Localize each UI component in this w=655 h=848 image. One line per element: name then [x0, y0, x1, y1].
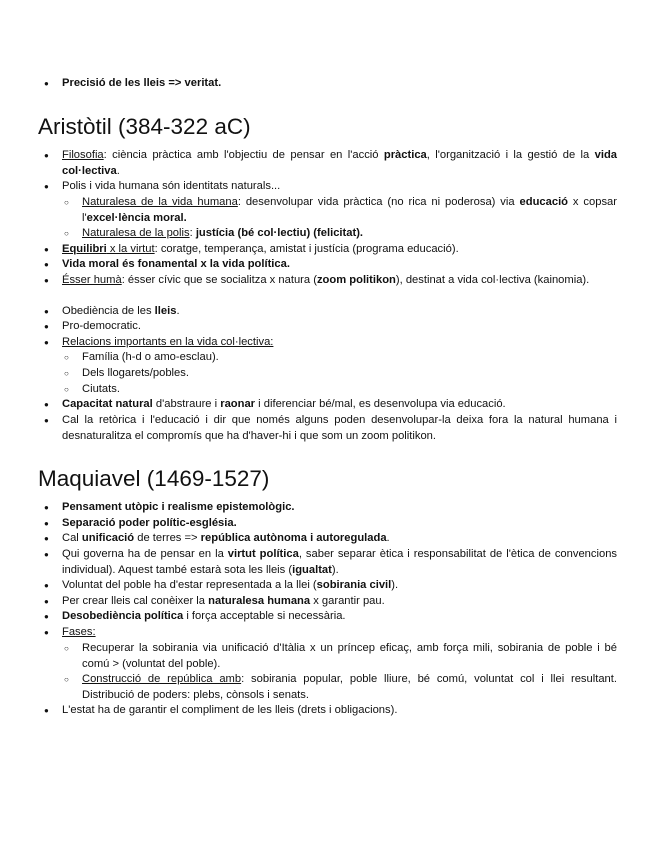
text: Obediència de les	[62, 305, 155, 317]
section-heading-aristotil: Aristòtil (384-322 aC)	[38, 114, 251, 139]
text: Per crear lleis cal conèixer la	[62, 595, 209, 607]
bullet-icon: ●	[44, 416, 49, 425]
underlined-term: Ésser humà	[62, 274, 122, 286]
text: Cal	[62, 532, 82, 544]
text: Voluntat del poble ha d'estar representada a la llei (	[62, 579, 317, 591]
list-item	[44, 397, 617, 413]
bullet-icon: ●	[44, 151, 49, 160]
bold-text: virtut política	[227, 548, 299, 560]
bullet-icon: ●	[44, 581, 49, 590]
circle-bullet-icon: ○	[64, 644, 69, 653]
text: Pro-democratic.	[62, 320, 141, 332]
sub-list-item	[64, 366, 617, 382]
text: Polis i vida humana són identitats naturals...	[62, 180, 281, 192]
bullet-icon: ●	[44, 245, 49, 254]
list-item	[44, 76, 617, 92]
bold-text: unificació	[81, 532, 135, 544]
list-item	[44, 179, 617, 195]
text: , saber separar ètica i responsabilitat de l'ètica de convencions individual). Aquest també estarà sota les lleis (	[62, 548, 618, 576]
text: , l'organització i la gestió de la	[426, 149, 595, 161]
text: .	[386, 532, 390, 544]
bold-text: Vida moral és fonamental x la vida política.	[62, 258, 290, 270]
list-item	[44, 335, 617, 351]
list-item	[44, 319, 617, 335]
bullet-icon: ●	[44, 597, 49, 606]
underlined-term: Filosofia	[62, 149, 104, 161]
bullet-icon: ●	[44, 400, 49, 409]
bold-text: Capacitat natural	[62, 398, 153, 410]
bold-text: Precisió de les lleis => veritat.	[62, 77, 222, 89]
list-item	[44, 703, 617, 719]
sub-list-item	[64, 350, 617, 366]
bold-text: educació	[519, 196, 569, 208]
bold-text: vida col·lectiva	[62, 149, 617, 177]
section-heading-maquiavel: Maquiavel (1469-1527)	[38, 466, 270, 491]
circle-bullet-icon: ○	[64, 229, 69, 238]
circle-bullet-icon: ○	[64, 198, 69, 207]
text: .	[116, 164, 120, 177]
bold-text: zoom politikon	[316, 274, 396, 286]
bullet-icon: ●	[44, 519, 49, 528]
text: Ciutats.	[82, 383, 120, 395]
bullet-icon: ●	[44, 706, 49, 715]
bold-text: raonar	[220, 398, 256, 410]
list-item	[44, 625, 617, 641]
text: i diferenciar bé/mal, es desenvolupa via educació.	[255, 398, 506, 410]
underlined-term: Naturalesa de la polis	[82, 227, 190, 239]
bullet-icon: ●	[44, 79, 49, 88]
sub-list-item	[64, 226, 617, 242]
underlined-term: Naturalesa de la vida humana	[82, 196, 238, 208]
text: x copsar l'	[82, 196, 617, 224]
bold-text: naturalesa humana	[208, 595, 311, 607]
list-item	[44, 531, 617, 547]
circle-bullet-icon: ○	[64, 353, 69, 362]
text: .	[176, 305, 180, 317]
text: de terres =>	[134, 532, 201, 544]
sub-list-item	[64, 195, 617, 226]
text: Família (h-d o amo-esclau).	[82, 351, 219, 363]
text: d'abstraure i	[152, 398, 221, 410]
bullet-icon: ●	[44, 628, 49, 637]
list-item	[44, 609, 617, 625]
text: : ésser cívic que se socialitza x natura (	[121, 274, 317, 286]
bold-text: Separació poder polític-església.	[62, 517, 237, 529]
bullet-icon: ●	[44, 534, 49, 543]
bullet-icon: ●	[44, 322, 49, 331]
bold-text: Pensament utòpic i realisme epistemològic.	[62, 501, 295, 513]
bullet-icon: ●	[44, 550, 49, 559]
text: Qui governa ha de pensar en la	[62, 548, 228, 560]
circle-bullet-icon: ○	[64, 675, 69, 684]
text: ), destinat a vida col·lectiva (kainomia).	[395, 274, 590, 286]
bullet-icon: ●	[44, 503, 49, 512]
sub-list-item	[64, 641, 617, 672]
list-item	[44, 516, 617, 532]
sub-list-item	[64, 672, 617, 703]
underlined-term: Fases:	[62, 626, 96, 638]
bullet-icon: ●	[44, 276, 49, 285]
bold-text: república autònoma i autoregulada	[200, 532, 387, 544]
bullet-icon: ●	[44, 182, 49, 191]
bullet-icon: ●	[44, 260, 49, 269]
text: x garantir pau.	[310, 595, 385, 607]
circle-bullet-icon: ○	[64, 369, 69, 378]
text: i força acceptable si necessària.	[183, 610, 346, 622]
list-item	[44, 413, 617, 444]
list-item	[44, 148, 617, 179]
bold-text: igualtat	[292, 563, 332, 576]
list-item	[44, 257, 617, 273]
underlined-term: x la virtut	[106, 243, 155, 255]
bullet-icon: ●	[44, 307, 49, 316]
text: ).	[331, 563, 339, 576]
text: Recuperar la sobirania via unificació d'Itàlia x un príncep eficaç, amb força mili, sobirania de poble i bé comú > (voluntat del poble).	[82, 642, 617, 670]
underlined-term: Relacions importants en la vida col·lectiva:	[62, 336, 274, 348]
list-item	[44, 547, 618, 578]
text: Cal la retòrica i l'educació i dir que només alguns poden desenvolupar-la deixa fora la natural humana i desnaturalitza el compromís que ha d'haver-hi i que som un zoom politikon.	[62, 414, 617, 442]
list-item	[44, 304, 617, 320]
text: : sobirania popular, poble lliure, bé comú, voluntat col i llei resultant. Distribució de poders: plebs, cònsols i senats.	[82, 673, 617, 701]
bullet-icon: ●	[44, 338, 49, 347]
bold-text: sobirania civil	[316, 579, 392, 591]
underlined-bold-term: Equilibri	[62, 243, 107, 255]
bold-text: lleis	[154, 305, 177, 317]
text: L'estat ha de garantir el compliment de les lleis (drets i obligacions).	[62, 704, 398, 716]
bold-text: Desobediència política	[62, 610, 184, 622]
text: : coratge, temperança, amistat i justícia (programa educació).	[154, 243, 459, 255]
list-item	[44, 500, 617, 516]
list-item	[44, 578, 617, 594]
text: :	[189, 227, 196, 239]
bold-text: justícia (bé col·lectiu) (felicitat).	[195, 227, 364, 239]
circle-bullet-icon: ○	[64, 385, 69, 394]
list-item	[44, 273, 617, 289]
text: Dels llogarets/pobles.	[82, 367, 189, 379]
text: : ciència pràctica amb l'objectiu de pensar en l'acció	[103, 149, 384, 161]
bold-text: pràctica	[383, 149, 427, 161]
bold-text: excel·lència moral.	[86, 211, 187, 224]
text: ).	[391, 579, 399, 591]
underlined-term: Construcció de república amb	[82, 673, 242, 685]
text: : desenvolupar vida pràctica (no rica ni poderosa) via	[237, 196, 520, 208]
list-item	[44, 242, 617, 258]
sub-list-item	[64, 382, 617, 398]
list-item	[44, 594, 617, 610]
bullet-icon: ●	[44, 612, 49, 621]
